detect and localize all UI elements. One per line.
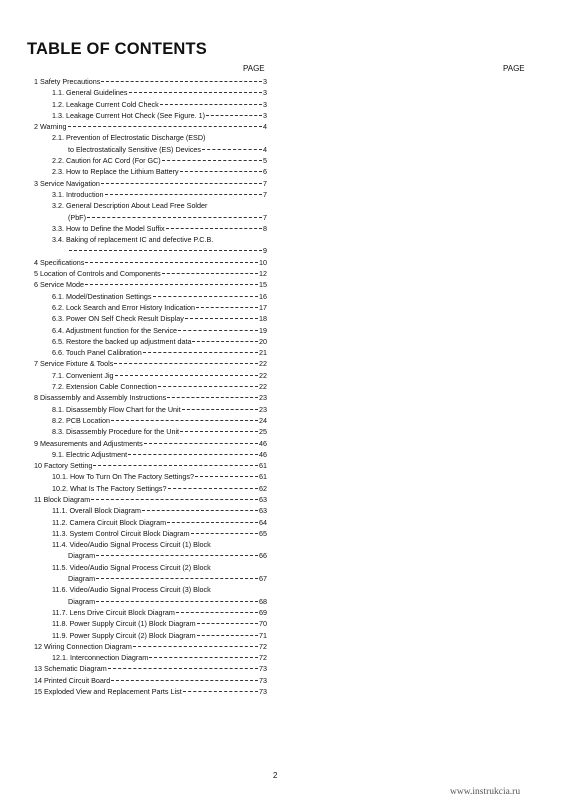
toc-leader-dots [68, 125, 263, 127]
toc-leader-dots [101, 80, 262, 82]
toc-leader-dots [115, 374, 258, 376]
toc-entry-text: 11.9. Power Supply Circuit (2) Block Diagram [52, 630, 196, 640]
toc-entry [34, 618, 267, 629]
toc-entry-text: 6.1. Model/Destination Settings [52, 291, 152, 301]
toc-entry-page: 73 [259, 675, 267, 685]
toc-entry-page: 46 [259, 438, 267, 448]
page-column-header-right: PAGE [503, 64, 525, 73]
toc-entry-text: 3.1. Introduction [52, 189, 104, 199]
toc-entry [34, 223, 267, 234]
toc-leader-dots [162, 159, 262, 161]
toc-entry [34, 483, 267, 494]
toc-entry [34, 257, 267, 268]
toc-entry-text: 11.3. System Control Circuit Block Diagram [52, 528, 190, 538]
document-title: TABLE OF CONTENTS [27, 40, 208, 58]
toc-entry-page: 19 [259, 325, 267, 335]
toc-leader-dots [93, 464, 258, 466]
toc-entry-page: 4 [263, 122, 267, 132]
toc-entry [34, 144, 267, 155]
toc-entry-page: 17 [259, 302, 267, 312]
toc-leader-dots [196, 306, 258, 308]
toc-leader-dots [111, 679, 258, 681]
toc-entry-text: 3.3. How to Define the Model Suffix [52, 223, 165, 233]
toc-entry-text: 9 Measurements and Adjustments [34, 438, 143, 448]
toc-entry-text: 11.5. Video/Audio Signal Process Circuit (2) Block [52, 562, 211, 572]
toc-leader-dots [185, 317, 258, 319]
toc-entry [34, 392, 267, 403]
toc-entry [34, 471, 267, 482]
toc-entry [34, 155, 267, 166]
toc-entry-page: 18 [259, 314, 267, 324]
toc-entry [34, 505, 267, 516]
toc-entry-page: 63 [259, 506, 267, 516]
toc-entry [34, 663, 267, 674]
toc-entry-page: 70 [259, 619, 267, 629]
toc-entry-page: 20 [259, 336, 267, 346]
toc-entry [34, 325, 267, 336]
toc-entry-text: 10.1. How To Turn On The Factory Settings? [52, 472, 194, 482]
toc-entry [34, 573, 267, 584]
toc-entry-page: 7 [263, 189, 267, 199]
toc-entry [34, 550, 267, 561]
toc-leader-dots [180, 170, 262, 172]
toc-entry [34, 189, 267, 200]
toc-entry-page: 3 [263, 88, 267, 98]
toc-entry-page: 4 [263, 144, 267, 154]
toc-leader-dots [101, 182, 262, 184]
toc-entry-page: 6 [263, 167, 267, 177]
toc-leader-dots [176, 611, 258, 613]
toc-entry [34, 279, 267, 290]
toc-entry [34, 121, 267, 132]
toc-entry-page: 63 [259, 494, 267, 504]
toc-entry-text: 4 Specifications [34, 257, 85, 267]
toc-entry-page: 64 [259, 517, 267, 527]
toc-leader-dots [143, 351, 258, 353]
toc-entry [34, 370, 267, 381]
toc-leader-dots [96, 600, 258, 602]
toc-entry-page: 46 [259, 449, 267, 459]
toc-entry-text: 3 Service Navigation [34, 178, 100, 188]
toc-entry [34, 99, 267, 110]
toc-leader-dots [142, 509, 258, 511]
toc-entry-page: 5 [263, 156, 267, 166]
toc-entry-page: 62 [259, 483, 267, 493]
toc-entry-text: 6 Service Mode [34, 280, 84, 290]
toc-leader-dots [96, 577, 258, 579]
toc-entry [34, 641, 267, 652]
toc-entry-text: 1.2. Leakage Current Cold Check [52, 99, 159, 109]
toc-entry [34, 539, 267, 550]
toc-entry [34, 652, 267, 663]
toc-leader-dots [144, 442, 258, 444]
toc-entry [34, 76, 267, 87]
toc-entry-text: 11.2. Camera Circuit Block Diagram [52, 517, 167, 527]
toc-entry-text: 7 Service Fixture & Tools [34, 359, 114, 369]
toc-entry-text: 13 Schematic Diagram [34, 664, 107, 674]
toc-entry [34, 460, 267, 471]
toc-entry-text: 11.7. Lens Drive Circuit Block Diagram [52, 607, 175, 617]
toc-leader-dots [91, 498, 258, 500]
toc-entry-page: 10 [259, 257, 267, 267]
toc-entry-page: 67 [259, 574, 267, 584]
toc-entry-page: 73 [259, 664, 267, 674]
toc-entry-text: 11.4. Video/Audio Signal Process Circuit (1) Block [52, 540, 211, 550]
toc-entry-page: 8 [263, 223, 267, 233]
toc-entry [34, 438, 267, 449]
page-number: 2 [273, 771, 278, 780]
toc-leader-dots [133, 645, 258, 647]
toc-entry [34, 596, 267, 607]
toc-entry-text: 2.2. Caution for AC Cord (For GC) [52, 156, 161, 166]
toc-entry-page: 68 [259, 596, 267, 606]
toc-entry-text: 5 Location of Controls and Components [34, 269, 161, 279]
toc-entry [34, 630, 267, 641]
toc-entry-text: 6.3. Power ON Self Check Result Display [52, 314, 184, 324]
toc-entry [34, 381, 267, 392]
toc-entry-page: 65 [259, 528, 267, 538]
toc-entry [34, 494, 267, 505]
toc-entry-text: 12.1. Interconnection Diagram [52, 653, 149, 663]
toc-entry-page: 22 [259, 382, 267, 392]
toc-leader-dots [195, 475, 258, 477]
toc-leader-dots [167, 396, 258, 398]
watermark: www.instrukcia.ru [450, 787, 521, 797]
toc-entry [34, 234, 267, 245]
table-of-contents [34, 76, 267, 697]
toc-entry-text: 11.8. Power Supply Circuit (1) Block Diagram [52, 619, 196, 629]
toc-entry-page: 22 [259, 370, 267, 380]
toc-leader-dots [69, 249, 262, 251]
toc-entry [34, 291, 267, 302]
toc-leader-dots [128, 453, 258, 455]
toc-entry-page: 3 [263, 99, 267, 109]
toc-entry-text: 3.4. Baking of replacement IC and defective P.C.B. [52, 235, 214, 245]
toc-leader-dots [149, 656, 258, 658]
toc-entry [34, 584, 267, 595]
toc-leader-dots [160, 103, 262, 105]
toc-entry-text: 9.1. Electric Adjustment [52, 449, 128, 459]
toc-entry-text: 8.3. Disassembly Procedure for the Unit [52, 427, 180, 437]
toc-entry-page: 3 [263, 77, 267, 86]
toc-entry-text: 12 Wiring Connection Diagram [34, 641, 132, 651]
toc-leader-dots [111, 419, 258, 421]
toc-leader-dots [192, 340, 258, 342]
toc-entry [34, 87, 267, 98]
toc-leader-dots [85, 283, 258, 285]
toc-entry [34, 212, 267, 223]
toc-entry-text: (PbF) [68, 212, 86, 222]
toc-entry-text: 6.5. Restore the backed up adjustment data [52, 336, 192, 346]
toc-entry-text: 8.1. Disassembly Flow Chart for the Unit [52, 404, 181, 414]
toc-leader-dots [182, 408, 258, 410]
toc-entry [34, 336, 267, 347]
toc-entry-page: 71 [259, 630, 267, 640]
toc-entry [34, 268, 267, 279]
toc-entry-text: 1.1. General Guidelines [52, 88, 128, 98]
toc-leader-dots [178, 329, 258, 331]
toc-leader-dots [197, 622, 258, 624]
toc-entry [34, 607, 267, 618]
toc-entry-text: 6.6. Touch Panel Calibration [52, 348, 142, 358]
toc-entry-text: 15 Exploded View and Replacement Parts List [34, 687, 182, 697]
toc-entry [34, 528, 267, 539]
toc-entry [34, 245, 267, 256]
toc-leader-dots [168, 487, 258, 489]
toc-entry [34, 110, 267, 121]
toc-entry [34, 132, 267, 143]
toc-leader-dots [197, 634, 258, 636]
toc-entry-page: 61 [259, 472, 267, 482]
toc-entry-text: 7.2. Extension Cable Connection [52, 382, 157, 392]
toc-entry [34, 675, 267, 686]
page-column-header-left: PAGE [243, 64, 265, 73]
toc-entry-text: to Electrostatically Sensitive (ES) Devices [68, 144, 202, 154]
toc-entry-page: 24 [259, 415, 267, 425]
toc-leader-dots [153, 295, 259, 297]
toc-entry [34, 449, 267, 460]
toc-leader-dots [114, 362, 258, 364]
toc-entry-page: 23 [259, 404, 267, 414]
toc-entry [34, 200, 267, 211]
toc-entry-page: 72 [259, 653, 267, 663]
toc-entry-page: 73 [259, 687, 267, 697]
toc-entry-page: 61 [259, 461, 267, 471]
toc-leader-dots [202, 148, 262, 150]
toc-entry [34, 166, 267, 177]
toc-entry-page: 3 [263, 110, 267, 120]
toc-entry-page: 25 [259, 427, 267, 437]
toc-leader-dots [167, 521, 258, 523]
toc-entry [34, 358, 267, 369]
toc-entry-page: 22 [259, 359, 267, 369]
toc-entry-page: 7 [263, 212, 267, 222]
toc-entry-text: 14 Printed Circuit Board [34, 675, 111, 685]
toc-entry-text: 11 Block Diagram [34, 494, 91, 504]
toc-entry-text: 11.1. Overall Block Diagram [52, 506, 141, 516]
toc-entry [34, 347, 267, 358]
toc-entry [34, 562, 267, 573]
toc-leader-dots [96, 554, 258, 556]
toc-leader-dots [166, 227, 262, 229]
toc-entry [34, 302, 267, 313]
toc-entry-page: 9 [263, 246, 267, 256]
toc-leader-dots [108, 667, 258, 669]
toc-entry-text: 1.3. Leakage Current Hot Check (See Figure. 1) [52, 110, 206, 120]
toc-leader-dots [206, 114, 262, 116]
toc-entry-text: 8.2. PCB Location [52, 415, 110, 425]
toc-entry-page: 69 [259, 607, 267, 617]
toc-entry-text: Diagram [68, 574, 96, 584]
toc-entry [34, 415, 267, 426]
toc-entry-text: 6.4. Adjustment function for the Service [52, 325, 178, 335]
toc-leader-dots [162, 272, 258, 274]
toc-leader-dots [180, 430, 258, 432]
toc-entry-text: 2 Warning [34, 122, 67, 132]
toc-entry-text: 8 Disassembly and Assembly Instructions [34, 393, 167, 403]
toc-entry-page: 7 [263, 178, 267, 188]
toc-entry [34, 517, 267, 528]
toc-entry [34, 313, 267, 324]
toc-entry-page: 16 [259, 291, 267, 301]
toc-entry-text: 2.3. How to Replace the Lithium Battery [52, 167, 179, 177]
toc-entry-text: 2.1. Prevention of Electrostatic Discharge (ESD) [52, 133, 206, 143]
toc-entry-page: 23 [259, 393, 267, 403]
toc-leader-dots [87, 216, 262, 218]
toc-entry-page: 21 [259, 348, 267, 358]
toc-entry-text: 10 Factory Setting [34, 461, 93, 471]
toc-entry-text: 7.1. Convenient Jig [52, 370, 114, 380]
toc-entry [34, 426, 267, 437]
toc-entry [34, 404, 267, 415]
toc-entry-text: 3.2. General Description About Lead Free Solder [52, 201, 208, 211]
toc-leader-dots [129, 91, 262, 93]
toc-entry-text: 6.2. Lock Search and Error History Indication [52, 302, 196, 312]
toc-entry-text: Diagram [68, 551, 96, 561]
toc-entry-page: 12 [259, 269, 267, 279]
toc-entry-page: 66 [259, 551, 267, 561]
toc-entry-text: Diagram [68, 596, 96, 606]
toc-entry-text: 10.2. What Is The Factory Settings? [52, 483, 167, 493]
toc-entry [34, 178, 267, 189]
toc-leader-dots [183, 690, 258, 692]
toc-leader-dots [158, 385, 258, 387]
toc-entry-text: 1 Safety Precautions [34, 77, 101, 86]
toc-leader-dots [105, 193, 262, 195]
toc-leader-dots [85, 261, 258, 263]
toc-entry [34, 686, 267, 697]
toc-entry-page: 15 [259, 280, 267, 290]
toc-entry-text: 11.6. Video/Audio Signal Process Circuit (3) Block [52, 585, 211, 595]
toc-leader-dots [191, 532, 258, 534]
toc-entry-page: 72 [259, 641, 267, 651]
